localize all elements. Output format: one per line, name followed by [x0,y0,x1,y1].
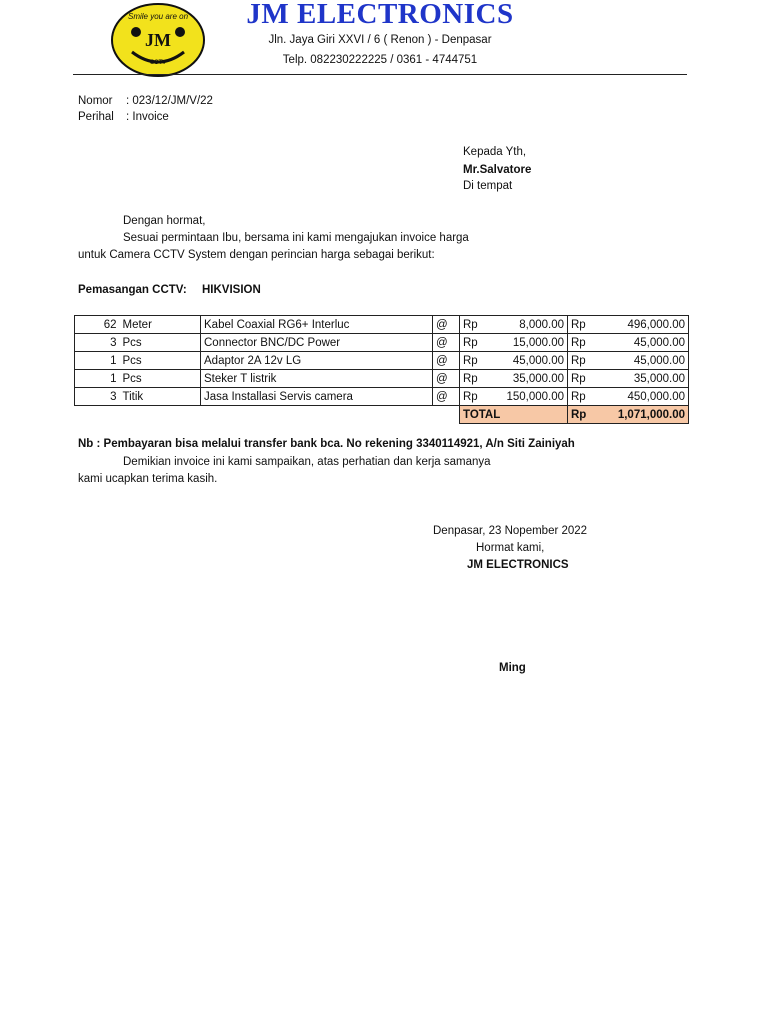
greeting: Dengan hormat, [123,215,206,227]
place-date: Denpasar, 23 Nopember 2022 [433,525,588,537]
item-total-currency: Rp [568,352,593,370]
item-description: Connector BNC/DC Power [201,334,433,352]
item-unit: Pcs [120,334,201,352]
section-brand: HIKVISION [202,284,261,296]
item-qty: 3 [75,334,120,352]
company-address: Jln. Jaya Giri XXVI / 6 ( Renon ) - Denpasar [268,34,492,46]
regards: Hormat kami, [476,542,545,554]
item-description: Kabel Coaxial RG6+ Interluc [201,316,433,334]
item-price-currency: Rp [460,334,488,352]
signer-company: JM ELECTRONICS [467,559,569,571]
total-label: TOTAL [460,406,568,424]
intro-line-2: untuk Camera CCTV System dengan perincian harga sebagai berikut: [78,249,435,261]
item-description: Steker T listrik [201,370,433,388]
item-unit: Pcs [120,352,201,370]
header-divider [73,74,687,75]
payment-note: Nb : Pembayaran bisa melalui transfer bank bca. No rekening 3340114921, A/n Siti Zainiyah [78,438,575,450]
item-total: 496,000.00 [593,316,689,334]
company-name: JM ELECTRONICS [246,0,514,30]
item-total-currency: Rp [568,370,593,388]
total-row [75,406,689,424]
item-total: 35,000.00 [593,370,689,388]
item-price-currency: Rp [460,316,488,334]
nomor-label: Nomor [78,95,113,107]
item-qty: 62 [75,316,120,334]
table-row [75,316,689,334]
total-value: 1,071,000.00 [593,406,689,424]
item-total: 450,000.00 [593,388,689,406]
item-qty: 3 [75,388,120,406]
table-row [75,334,689,352]
item-price-currency: Rp [460,388,488,406]
item-at: @ [433,316,460,334]
company-phone: Telp. 082230222225 / 0361 - 4744751 [282,54,478,66]
nomor-value: : 023/12/JM/V/22 [126,95,213,107]
recipient-name: Mr.Salvatore [463,164,532,176]
company-logo [110,2,206,78]
item-price: 35,000.00 [488,370,568,388]
section-label: Pemasangan CCTV: [78,284,187,296]
item-at: @ [433,334,460,352]
item-total: 45,000.00 [593,352,689,370]
item-at: @ [433,388,460,406]
item-price-currency: Rp [460,352,488,370]
item-price: 8,000.00 [488,316,568,334]
item-qty: 1 [75,352,120,370]
item-at: @ [433,370,460,388]
item-unit: Pcs [120,370,201,388]
closing-line-1: Demikian invoice ini kami sampaikan, atas perhatian dan kerja samanya [123,456,491,468]
item-price-currency: Rp [460,370,488,388]
item-qty: 1 [75,370,120,388]
item-total-currency: Rp [568,388,593,406]
intro-line-1: Sesuai permintaan Ibu, bersama ini kami mengajukan invoice harga [123,232,469,244]
recipient-salutation: Kepada Yth, [463,146,527,158]
table-row [75,370,689,388]
item-unit: Titik [120,388,201,406]
table-row [75,352,689,370]
item-unit: Meter [120,316,201,334]
total-currency: Rp [568,406,593,424]
logo-cctv: CCTV [149,60,167,66]
closing-line-2: kami ucapkan terima kasih. [78,473,218,485]
signer-name: Ming [499,662,526,674]
recipient-location: Di tempat [463,180,513,192]
item-price: 15,000.00 [488,334,568,352]
item-description: Adaptor 2A 12v LG [201,352,433,370]
item-total: 45,000.00 [593,334,689,352]
items-table [74,315,689,424]
item-price: 150,000.00 [488,388,568,406]
perihal-label: Perihal [78,111,114,123]
logo-initials: JM [145,30,171,50]
table-row [75,388,689,406]
item-description: Jasa Installasi Servis camera [201,388,433,406]
item-total-currency: Rp [568,334,593,352]
item-total-currency: Rp [568,316,593,334]
item-price: 45,000.00 [488,352,568,370]
perihal-value: : Invoice [126,111,169,123]
logo-tagline: Smile you are on [127,12,189,21]
item-at: @ [433,352,460,370]
